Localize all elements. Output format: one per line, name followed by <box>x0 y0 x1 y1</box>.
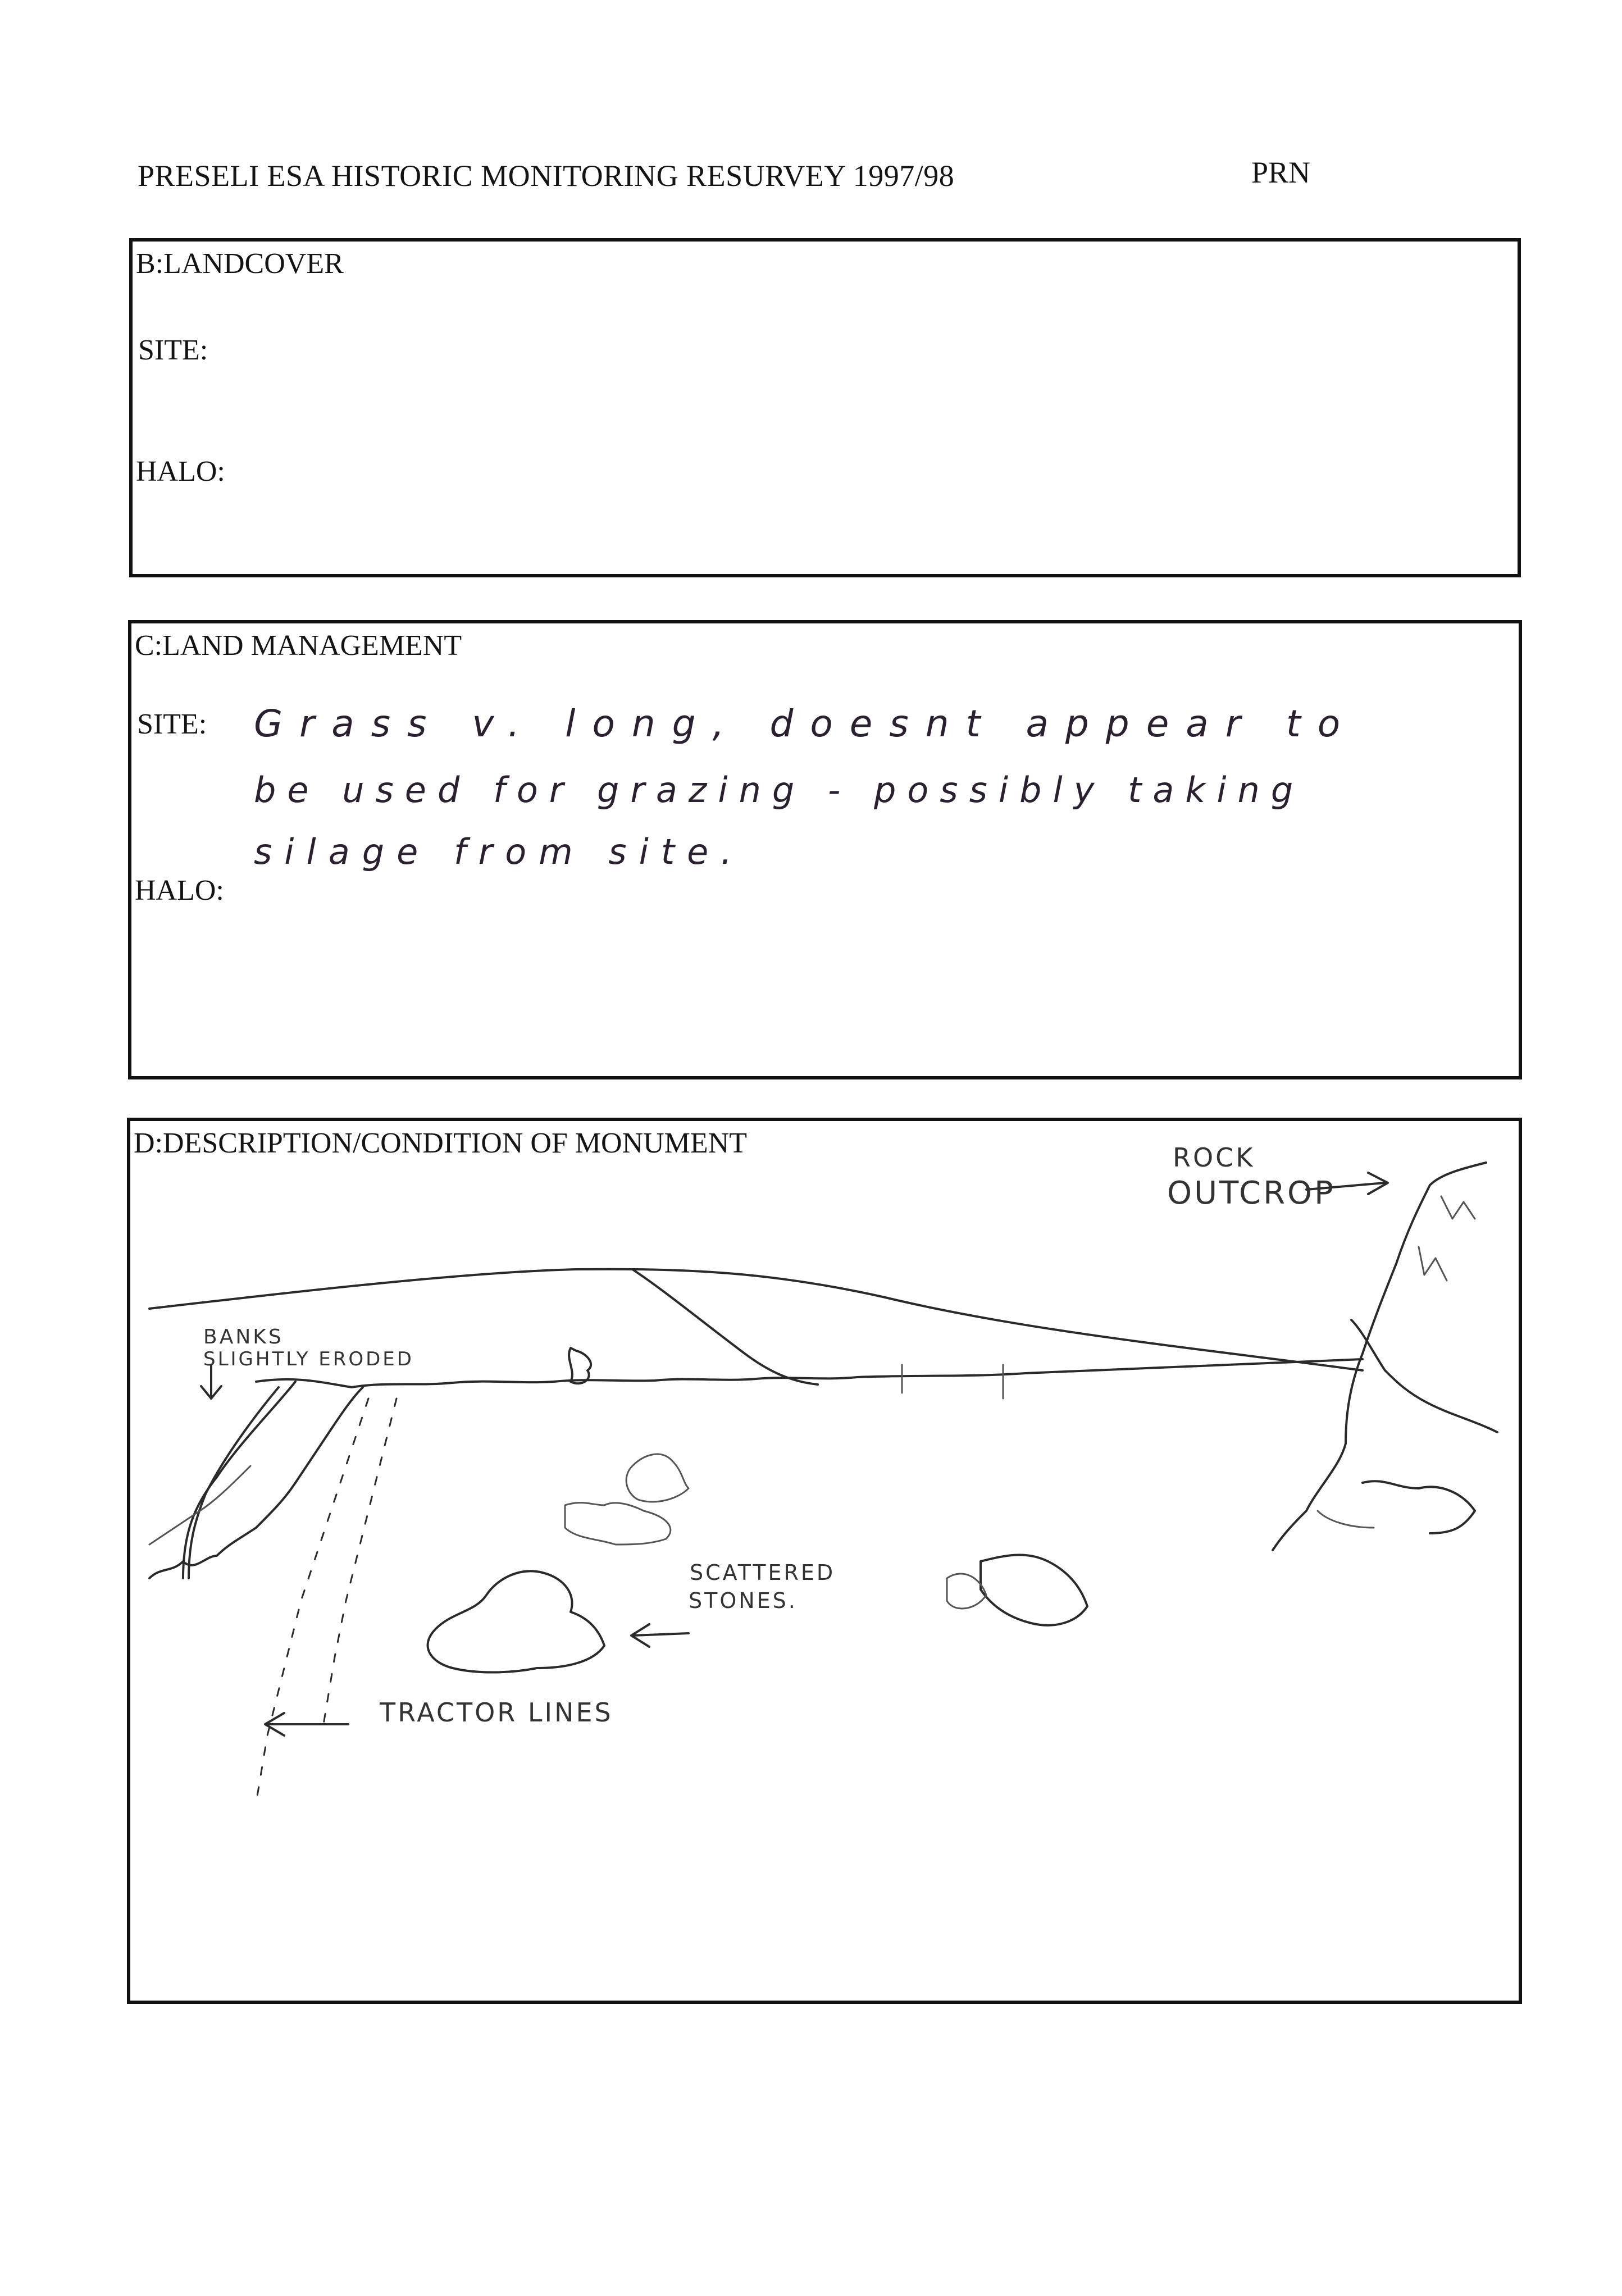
landcover-halo-label: HALO: <box>136 455 225 488</box>
land-management-heading: C:LAND MANAGEMENT <box>135 630 462 662</box>
landcover-heading: B:LANDCOVER <box>136 248 344 280</box>
handwritten-note-line-1: Grass v. long, doesnt appear to <box>254 702 1357 745</box>
land-management-halo-label: HALO: <box>135 874 224 906</box>
rock-outcrop-label-line2: OUTCROP <box>1167 1175 1336 1211</box>
banks-label-line2: SLIGHTLY ERODED <box>203 1348 414 1370</box>
scattered-stones-label-line1: SCATTERED <box>690 1560 836 1585</box>
prn-label: PRN <box>1251 156 1311 189</box>
description-condition-heading: D:DESCRIPTION/CONDITION OF MONUMENT <box>134 1127 747 1159</box>
banks-label-line1: BANKS <box>203 1325 284 1349</box>
rock-outcrop-label-line1: ROCK <box>1173 1142 1255 1173</box>
land-management-section <box>128 620 1522 1079</box>
land-management-site-label: SITE: <box>137 708 207 740</box>
scattered-stones-label-line2: STONES. <box>689 1588 798 1613</box>
page-title: PRESELI ESA HISTORIC MONITORING RESURVEY 1997/98 <box>138 159 955 193</box>
handwritten-note-line-3: silage from site. <box>254 831 744 872</box>
landcover-site-label: SITE: <box>138 334 208 366</box>
landcover-section <box>129 238 1521 577</box>
tractor-lines-label: TRACTOR LINES <box>380 1697 613 1728</box>
handwritten-note-line-2: be used for grazing - possibly taking <box>254 769 1305 810</box>
